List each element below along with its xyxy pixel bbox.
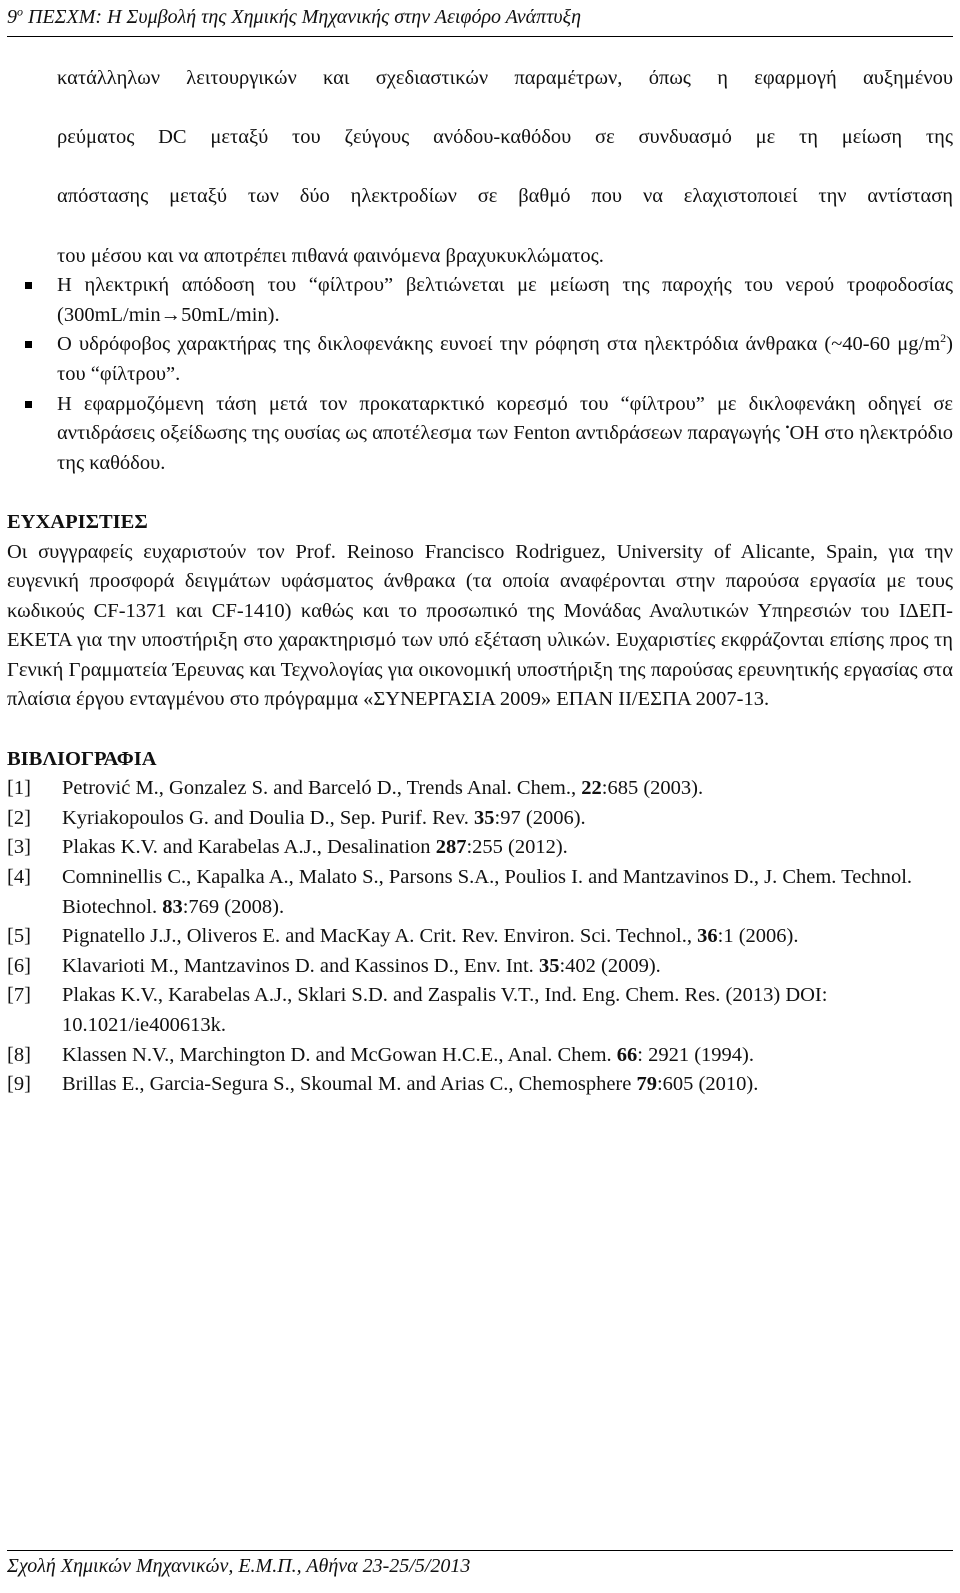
bullet-text: ) του “φίλτρου”. xyxy=(57,333,953,385)
reference-volume: 22 xyxy=(581,777,602,800)
reference-item xyxy=(7,833,953,863)
bibliography-heading: ΒΙΒΛΙΟΓΡΑΦΙΑ xyxy=(7,747,157,770)
reference-text: Kyriakopoulos G. and Doulia D., Sep. Purif. Rev. xyxy=(62,806,475,829)
reference-text: Brillas E., Garcia-Segura S., Skoumal M. and Arias C., Chemosphere xyxy=(62,1073,637,1096)
intro-line: του μέσου και να αποτρέπει πιθανά φαινόμενα βραχυκυκλώματος. xyxy=(57,244,604,267)
reference-pages-year: :255 (2012). xyxy=(466,836,568,859)
reference-number: [2] xyxy=(7,806,31,829)
reference-number: [3] xyxy=(7,836,31,859)
reference-text: Pignatello J.J., Oliveros E. and MacKay A. Crit. Rev. Environ. Sci. Technol., xyxy=(62,925,698,948)
radical-dot: • xyxy=(785,420,790,435)
intro-line: ρεύματος DC μεταξύ του ζεύγους ανόδου-καθόδου σε συνδυασμό με τη μείωση της xyxy=(57,126,953,149)
bullet-item xyxy=(7,330,953,389)
main-content xyxy=(7,64,953,1100)
square-bullet-icon xyxy=(25,401,32,408)
reference-item xyxy=(7,1070,953,1100)
reference-pages-year: :97 (2006). xyxy=(494,806,586,829)
header-title: ΠΕΣΧΜ: Η Συμβολή της Χημικής Μηχανικής στην Αειφόρο Ανάπτυξη xyxy=(23,6,582,28)
reference-text: Plakas K.V., Karabelas A.J., Sklari S.D. and Zaspalis V.T., Ind. Eng. Chem. Res. (2013) DOI: 10.1021/ie400613k. xyxy=(62,984,828,1036)
page-footer xyxy=(7,1550,953,1591)
reference-text: Plakas K.V. and Karabelas A.J., Desalination xyxy=(62,836,436,859)
square-bullet-icon xyxy=(25,282,32,289)
footer-text: Σχολή Χημικών Μηχανικών, Ε.Μ.Π., Αθήνα 23-25/5/2013 xyxy=(7,1555,471,1577)
acknowledgements-text: Οι συγγραφείς ευχαριστούν τον Prof. Reinoso Francisco Rodriguez, University of Alicante, Spain, για την ευγενική προσφορά δειγμάτων υφάσματος άνθρακα (τα οποία αναφέρονται στην παρούσα εργασία με τους κωδικούς CF-1371 και CF-1410) καθώς και το προσωπικό της Μονάδας Αναλυτικών Υπηρεσιών του ΙΔΕΠ-ΕΚΕΤΑ για την υποστήριξη στο χαρακτηρισμό των υπό εξέταση υλικών. Ευχαριστίες εκφράζονται επίσης προς τη Γενική Γραμματεία Έρευνας και Τεχνολογίας για οικονομική υποστήριξη της παρούσας ερευνητικής εργασίας στα πλαίσια έργου ενταγμένου στο πρόγραμμα «ΣΥΝΕΡΓΑΣΙΑ 2009» ΕΠΑΝ ΙΙ/ΕΣΠΑ 2007-13. xyxy=(7,540,953,711)
reference-text: Klassen N.V., Marchington D. and McGowan H.C.E., Anal. Chem. xyxy=(62,1043,617,1066)
reference-volume: 83 xyxy=(162,895,183,918)
reference-item xyxy=(7,804,953,834)
acknowledgements-heading: ΕΥΧΑΡΙΣΤΙΕΣ xyxy=(7,510,148,533)
reference-volume: 36 xyxy=(697,925,718,948)
intro-paragraph xyxy=(7,64,953,271)
square-bullet-icon xyxy=(25,341,32,348)
bullet-item xyxy=(7,271,953,330)
reference-pages-year: :402 (2009). xyxy=(559,954,661,977)
reference-item xyxy=(7,774,953,804)
header-ordinal-superscript: ο xyxy=(17,4,23,19)
intro-line: απόστασης μεταξύ των δύο ηλεκτροδίων σε βαθμό που να ελαχιστοποιεί την αντίσταση xyxy=(57,185,953,208)
bullet-text: Ο υδρόφοβος χαρακτήρας της δικλοφενάκης ευνοεί την ρόφηση στα ηλεκτρόδια άνθρακα (~40-60 μg/m xyxy=(57,333,941,356)
intro-line: κατάλληλων λειτουργικών και σχεδιαστικών παραμέτρων, όπως η εφαρμογή αυξημένου xyxy=(57,67,953,89)
reference-number: [7] xyxy=(7,984,31,1007)
reference-item xyxy=(7,981,953,1040)
reference-item xyxy=(7,1041,953,1071)
reference-number: [6] xyxy=(7,954,31,977)
reference-number: [5] xyxy=(7,925,31,948)
reference-number: [9] xyxy=(7,1073,31,1096)
reference-number: [4] xyxy=(7,866,31,889)
reference-item xyxy=(7,952,953,982)
reference-volume: 35 xyxy=(474,806,495,829)
bullet-text: Η εφαρμοζόμενη τάση μετά τον προκαταρκτικό κορεσμό του “φίλτρου” με δικλοφενάκη οδηγεί σε αντιδράσεις οξείδωσης της ουσίας ως αποτέλεσμα των Fenton αντιδράσεων παραγωγής xyxy=(57,392,953,445)
reference-pages-year: :769 (2008). xyxy=(182,895,285,918)
bullet-text: Η ηλεκτρική απόδοση του “φίλτρου” βελτιώνεται με μείωση της παροχής του νερού τροφοδοσίας (300mL/min→50mL/min). xyxy=(57,274,953,326)
page-header xyxy=(7,2,953,37)
reference-text: Comninellis C., Kapalka A., Malato S., Parsons S.A., Poulios I. and Mantzavinos D., J. Chem. Technol. Biotechnol. xyxy=(62,866,913,918)
bullet-text: OH στο ηλεκτρόδιο της καθόδου. xyxy=(57,422,953,474)
reference-text: Klavarioti M., Mantzavinos D. and Kassinos D., Env. Int. xyxy=(62,954,539,977)
reference-volume: 66 xyxy=(616,1043,638,1066)
reference-pages-year: : 2921 (1994). xyxy=(637,1043,754,1066)
reference-volume: 287 xyxy=(435,836,467,859)
reference-pages-year: :605 (2010). xyxy=(656,1073,759,1096)
reference-item xyxy=(7,922,953,952)
reference-volume: 35 xyxy=(538,954,560,977)
bullet-item xyxy=(7,390,953,479)
reference-volume: 79 xyxy=(636,1073,657,1096)
reference-pages-year: :1 (2006). xyxy=(717,925,799,948)
reference-number: [8] xyxy=(7,1043,31,1066)
superscript: 2 xyxy=(940,331,947,346)
reference-pages-year: :685 (2003). xyxy=(601,777,704,800)
reference-list xyxy=(7,774,953,1100)
reference-number: [1] xyxy=(7,777,31,800)
reference-item xyxy=(7,863,953,922)
reference-text: Petrović M., Gonzalez S. and Barceló D., Trends Anal. Chem., xyxy=(62,777,582,800)
header-conference-number: 9 xyxy=(7,6,17,28)
